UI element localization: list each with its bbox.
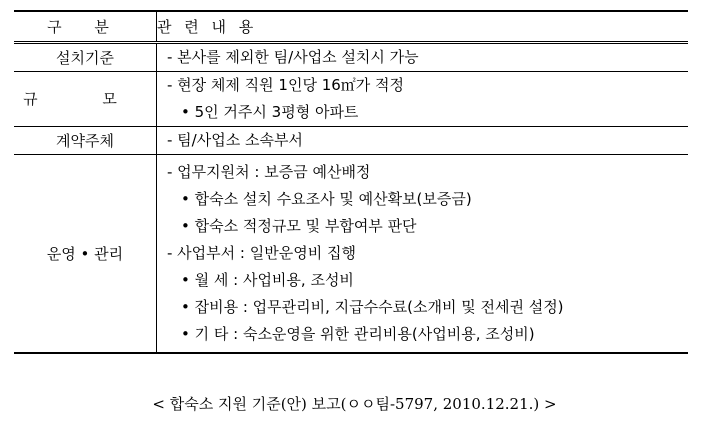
table-row-scale (14, 71, 688, 126)
header-content: 관 련 내 용 (157, 11, 689, 42)
row-content (157, 126, 689, 154)
content-line: • 기 타 : 숙소운영을 위한 관리비용(사업비용, 조성비) (181, 324, 535, 343)
content-line: • 잡비용 : 업무관리비, 지급수수료(소개비 및 전세권 설정) (181, 297, 564, 316)
row-content (157, 42, 689, 71)
content-line: • 합숙소 적정규모 및 부합여부 판단 (181, 216, 417, 235)
row-category: 계약주체 (14, 126, 157, 154)
table-row-install-criteria (14, 42, 688, 71)
row-content (157, 154, 689, 353)
table-row-operation (14, 154, 688, 353)
header-category: 구 분 (14, 11, 157, 42)
content-line: • 합숙소 설치 수요조사 및 예산확보(보증금) (181, 189, 472, 208)
row-category: 운영 • 관리 (14, 154, 157, 353)
document-caption: < 합숙소 지원 기준(안) 보고(ㅇㅇ팀-5797, 2010.12.21.) > (152, 395, 557, 413)
table-header-row (14, 11, 688, 42)
content-line: - 사업부서 : 일반운영비 집행 (167, 243, 356, 262)
content-line: - 현장 체제 직원 1인당 16㎡가 적정 (167, 75, 405, 94)
table-row-contract-party (14, 126, 688, 154)
content-line: • 월 세 : 사업비용, 조성비 (181, 270, 354, 289)
row-content (157, 71, 689, 126)
content-line: - 본사를 제외한 팀/사업소 설치시 가능 (167, 47, 419, 66)
row-category: 규 모 (14, 71, 157, 126)
row-category: 설치기준 (14, 42, 157, 71)
content-line: - 업무지원처 : 보증금 예산배정 (167, 162, 371, 181)
content-line: - 팀/사업소 소속부서 (167, 130, 303, 149)
info-table (14, 10, 688, 354)
content-line: • 5인 거주시 3평형 아파트 (181, 102, 359, 121)
